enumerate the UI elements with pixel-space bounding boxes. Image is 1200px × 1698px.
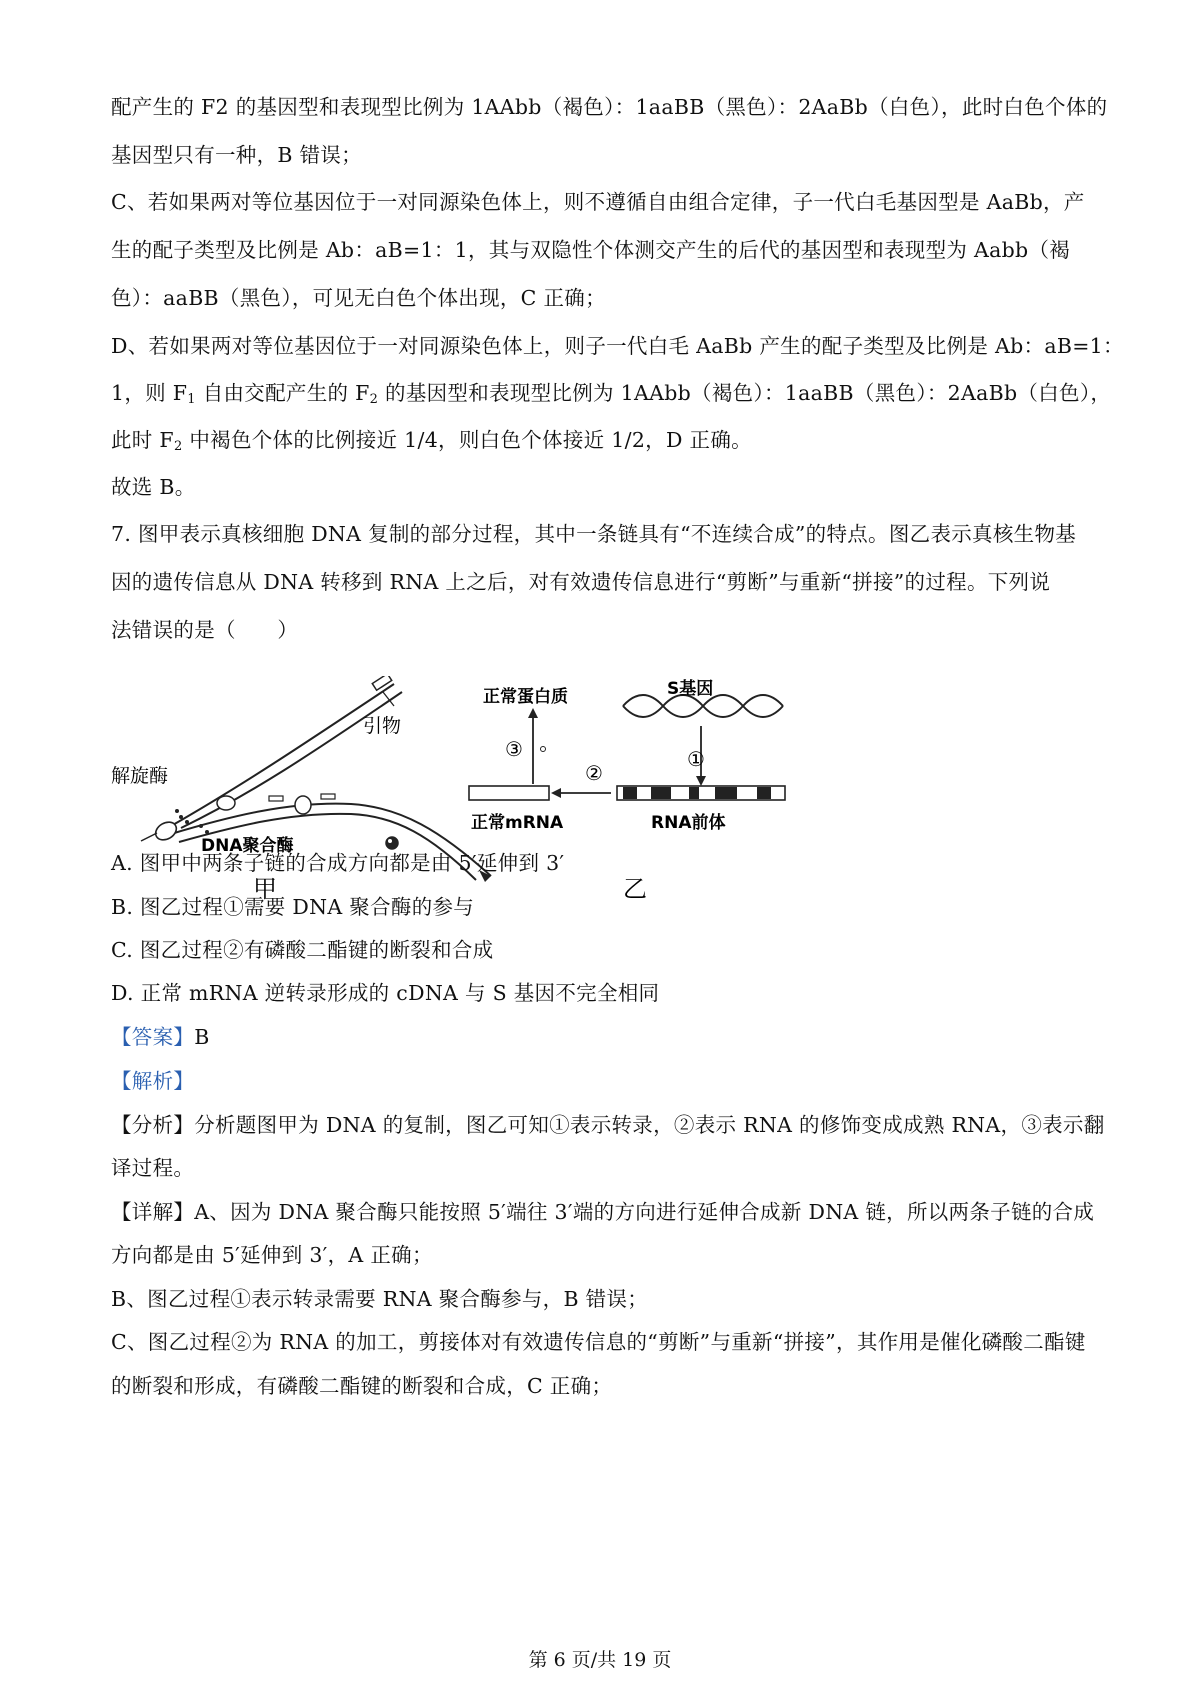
normal-protein-label: 正常蛋白质: [483, 687, 568, 707]
text-line: 生的配子类型及比例是 Ab：aB=1：1，其与双隐性个体测交产生的后代的基因型和表现型为 Aabb（褐: [111, 238, 1071, 262]
step-2-label: ②: [585, 761, 603, 785]
subscript: 2: [173, 439, 183, 454]
analysis-heading: [111, 1057, 1101, 1105]
subscript: 1: [187, 392, 196, 407]
figure-caption-yi: 乙: [623, 875, 647, 903]
xiangjie-text: A、因为 DNA 聚合酶只能按照 5′端往 3′端的方向进行延伸合成新 DNA 链，所以两条子链的合成: [194, 1200, 1095, 1224]
option-b: B. 图乙过程①需要 DNA 聚合酶的参与: [111, 895, 475, 919]
subscript: 2: [369, 392, 379, 407]
text-line: D、若如果两对等位基因位于一对同源染色体上，则子一代白毛 AaBb 产生的配子类型及比例是 Ab：aB=1：: [111, 334, 1124, 358]
xiangjie-line: B、图乙过程①表示转录需要 RNA 聚合酶参与，B 错误；: [111, 1287, 649, 1311]
figure-caption-jia: 甲: [253, 875, 277, 903]
text-run: 的基因型和表现型比例为 1AAbb（褐色）：1aaBB（黑色）：2AaBb（白色），: [378, 381, 1112, 405]
fenxi-line: 译过程。: [111, 1156, 195, 1180]
xiangjie-line: [111, 1188, 1101, 1236]
text-run: 中褐色个体的比例接近 1/4，则白色个体接近 1/2，D 正确。: [182, 428, 752, 452]
polymerase-mark: [217, 796, 235, 810]
text-line: 故选 B。: [111, 475, 196, 499]
polymerase-label: DNA聚合酶: [201, 836, 294, 856]
page-footer: 第 6 页/共 19 页: [528, 1649, 672, 1671]
text-line: 基因型只有一种，B 错误；: [111, 143, 362, 167]
primer-label: 引物: [363, 715, 402, 737]
question-text: 法错误的是（ ）: [111, 618, 299, 642]
s-gene-label: S基因: [667, 679, 714, 699]
question-text: 因的遗传信息从 DNA 转移到 RNA 上之后，对有效遗传信息进行“剪断”与重新“拼接”的过程。下列说: [111, 570, 1051, 594]
text-line: C、若如果两对等位基因位于一对同源染色体上，则不遵循自由组合定律，子一代白毛基因型是 AaBb，产: [111, 190, 1085, 214]
option-a: A. 图甲中两条子链的合成方向都是由 5′延伸到 3′: [111, 851, 565, 875]
option-c: C. 图乙过程②有磷酸二酯键的断裂和合成: [111, 938, 494, 962]
fenxi-tag: 【分析】: [111, 1113, 195, 1137]
rna-precursor-bar: [617, 786, 785, 800]
rna-precursor-label: RNA前体: [651, 813, 726, 833]
normal-mrna-label: 正常mRNA: [471, 813, 564, 833]
text-run: 此时 F: [111, 428, 174, 452]
text-run: 1，则 F: [111, 381, 188, 405]
answer-line: [111, 1013, 1101, 1061]
step-3-label: ③: [505, 737, 523, 761]
answer-value: B: [194, 1025, 210, 1049]
helicase-label: 解旋酶: [111, 765, 169, 787]
question-text: 7. 图甲表示真核细胞 DNA 复制的部分过程，其中一条链具有“不连续合成”的特点。图乙表示真核生物基: [111, 522, 1077, 546]
xiangjie-line: C、图乙过程②为 RNA 的加工，剪接体对有效遗传信息的“剪断”与重新“拼接”，其作用是催化磷酸二酯键: [111, 1330, 1086, 1354]
text-run: 自由交配产生的 F: [195, 381, 370, 405]
option-d: D. 正常 mRNA 逆转录形成的 cDNA 与 S 基因不完全相同: [111, 981, 660, 1005]
analysis-tag: 【解析】: [111, 1069, 195, 1093]
text-line: 色）：aaBB（黑色），可见无白色个体出现，C 正确；: [111, 286, 606, 310]
xiangjie-line: 方向都是由 5′延伸到 3′，A 正确；: [111, 1243, 433, 1267]
step-1-label: ①: [687, 747, 705, 771]
normal-mrna-bar: [469, 786, 549, 800]
text-line: 配产生的 F2 的基因型和表现型比例为 1AAbb（褐色）：1aaBB（黑色）：2AaBb（白色），此时白色个体的: [111, 95, 1108, 119]
answer-tag: 【答案】: [111, 1025, 195, 1049]
fenxi-text: 分析题图甲为 DNA 的复制，图乙可知①表示转录，②表示 RNA 的修饰变成成熟 RNA，③表示翻: [194, 1113, 1105, 1137]
fenxi-line: [111, 1101, 1105, 1149]
xiangjie-line: 的断裂和形成，有磷酸二酯键的断裂和合成，C 正确；: [111, 1374, 613, 1398]
xiangjie-tag: 【详解】: [111, 1200, 195, 1224]
